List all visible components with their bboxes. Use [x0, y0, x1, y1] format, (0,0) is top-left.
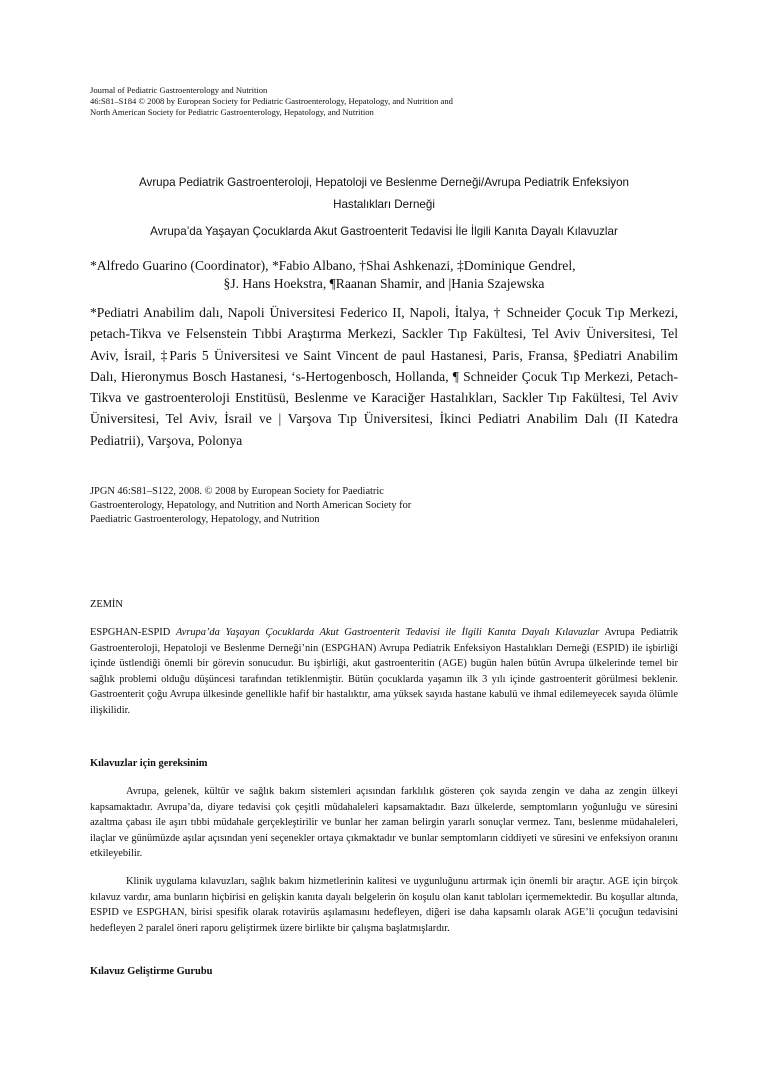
zemin-lead: ESPGHAN-ESPID	[90, 627, 171, 638]
citation-line: Gastroenterology, Hepatology, and Nutrition and North American Society for	[90, 500, 412, 511]
document-subtitle: Avrupa’da Yaşayan Çocuklarda Akut Gastroenterit Tedavisi İle İlgili Kanıta Dayalı Kılavuzlar	[150, 225, 618, 238]
author-line: *Alfredo Guarino (Coordinator), *Fabio Albano, †Shai Ashkenazi, ‡Dominique Gendrel,	[90, 258, 576, 273]
zemin-body: Avrupa Pediatrik Gastroenteroloji, Hepatoloji ve Beslenme Derneği’nin (ESPGHAN) Avrupa Pediatrik Enfeksiyon Hastalıkları Derneği (ESPID) ile işbirliği içinde üstlendiği önemli bir görevin sonucudur. Bu işbirliği, akut gastroenteritin (AGE) bugün halen bütün Avrupa ülkelerinde temel bir sağlık problemi olduğu düşüncesi tarafından tetiklenmiştir. Bütün çocuklarda yaşamın ilk 3 yılı içinde gastroenterit görülmesi beklenir. Gastroenterit çoğu Avrupa ülkesinde genellikle hafif bir hastalıktır, ama yüksek sayıda hastane kabulü ve ihmal edilemeyecek sayıda ölümle ilişkilidir.	[90, 627, 678, 716]
journal-header-line: Journal of Pediatric Gastroenterology and Nutrition	[90, 85, 268, 95]
author-list	[90, 257, 678, 293]
citation-line: Paediatric Gastroenterology, Hepatology, and Nutrition	[90, 514, 320, 525]
journal-header-line: 46:S81–S184 © 2008 by European Society for Pediatric Gastroenterology, Hepatology, and Nutrition and	[90, 96, 453, 106]
section-heading-need: Kılavuzlar için gereksinim	[90, 758, 208, 769]
title-line: Hastalıkları Derneği	[333, 198, 435, 211]
need-paragraph-2-text: Klinik uygulama kılavuzları, sağlık bakım hizmetlerinin kalitesi ve uygunluğunu artırmak için önemli bir araçtır. AGE için birçok kılavuz vardır, ama bunların hiçbirisi en gelişkin kanıta dayalı belgelerin ön koşulu olan kanıt tabloları içermemektedir. Bu koşullar altında, ESPID ve ESPGHAN, birisi spesifik olarak rotavirüs aşılamasını hedefleyen, diğeri ise daha kapsamlı olarak AGE’li çocuğun tedavisini hedefleyen 2 paralel öneri raporu geliştirmek üzere birlikte bir çalışma başlatmışlardır.	[90, 876, 678, 934]
zemin-paragraph	[90, 625, 678, 719]
section-heading-development: Kılavuz Geliştirme Gurubu	[90, 966, 213, 977]
author-line: §J. Hans Hoekstra, ¶Raanan Shamir, and |Hania Szajewska	[223, 276, 545, 291]
document-title	[90, 172, 678, 216]
zemin-guideline-title: Avrupa’da Yaşayan Çocuklarda Akut Gastroenterit Tedavisi ile İlgili Kanıta Dayalı Kılavuzlar	[175, 627, 600, 638]
need-paragraph-1-text: Avrupa, gelenek, kültür ve sağlık bakım sistemleri açısından farklılık gösteren çok sayıda zengin ve daha az zengin ülkeyi kapsamaktadır. Avrupa’da, diyare tedavisi çok çeşitli müdahaleleri kapsamaktadır. Bazı ülkelerde, semptomların yoğunluğu ve süresini azaltma çabası ile aşırı tıbbi müdahale gerçekleştirilir ve bunlar her zaman belirgin yararlı sonuçlar vermez. Tanı, beslenme müdahaleleri, ilaçlar ve günümüzde aşılar açısından yeni seçenekler ortaya çıkmaktadır ve bunlar semptomların ciddiyeti ve süresini ve enfeksiyon oranını etkileyebilir.	[90, 786, 678, 860]
journal-header-line: North American Society for Pediatric Gastroenterology, Hepatology, and Nutrition	[90, 107, 374, 117]
citation	[90, 485, 678, 527]
need-paragraph-2	[90, 874, 678, 936]
need-paragraph-1	[90, 784, 678, 862]
citation-line: JPGN 46:S81–S122, 2008. © 2008 by European Society for Paediatric	[90, 486, 384, 497]
section-heading-zemin: ZEMİN	[90, 599, 123, 610]
title-line: Avrupa Pediatrik Gastroenteroloji, Hepatoloji ve Beslenme Derneği/Avrupa Pediatrik Enfeksiyon	[139, 176, 629, 189]
journal-header	[90, 85, 678, 118]
affiliations: *Pediatri Anabilim dalı, Napoli Üniversitesi Federico II, Napoli, İtalya, † Schneider Çocuk Tıp Merkezi, petach-Tikva ve Felsenstein Tıbbi Araştırma Merkezi, Sackler Tıp Fakültesi, Tel Aviv Üniversitesi, Tel Aviv, İsrail, ‡Paris 5 Üniversitesi ve Saint Vincent de paul Hastanesi, Paris, Fransa, §Pediatri Anabilim Dalı, Hieronymus Bosch Hastanesi, ‘s-Hertogenbosch, Hollanda, ¶ Schneider Çocuk Tıp Merkezi, Petach-Tikva ve gastroenteroloji Enstitüsü, Beslenme ve Karaciğer Hastalıkları, Sackler Tıp Fakültesi, Tel Aviv Üniversitesi, Tel Aviv, İsrail ve | Varşova Tıp Üniversitesi, İkinci Pediatri Anabilim Dalı (II Katedra Pediatrii), Varşova, Polonya	[90, 305, 678, 448]
